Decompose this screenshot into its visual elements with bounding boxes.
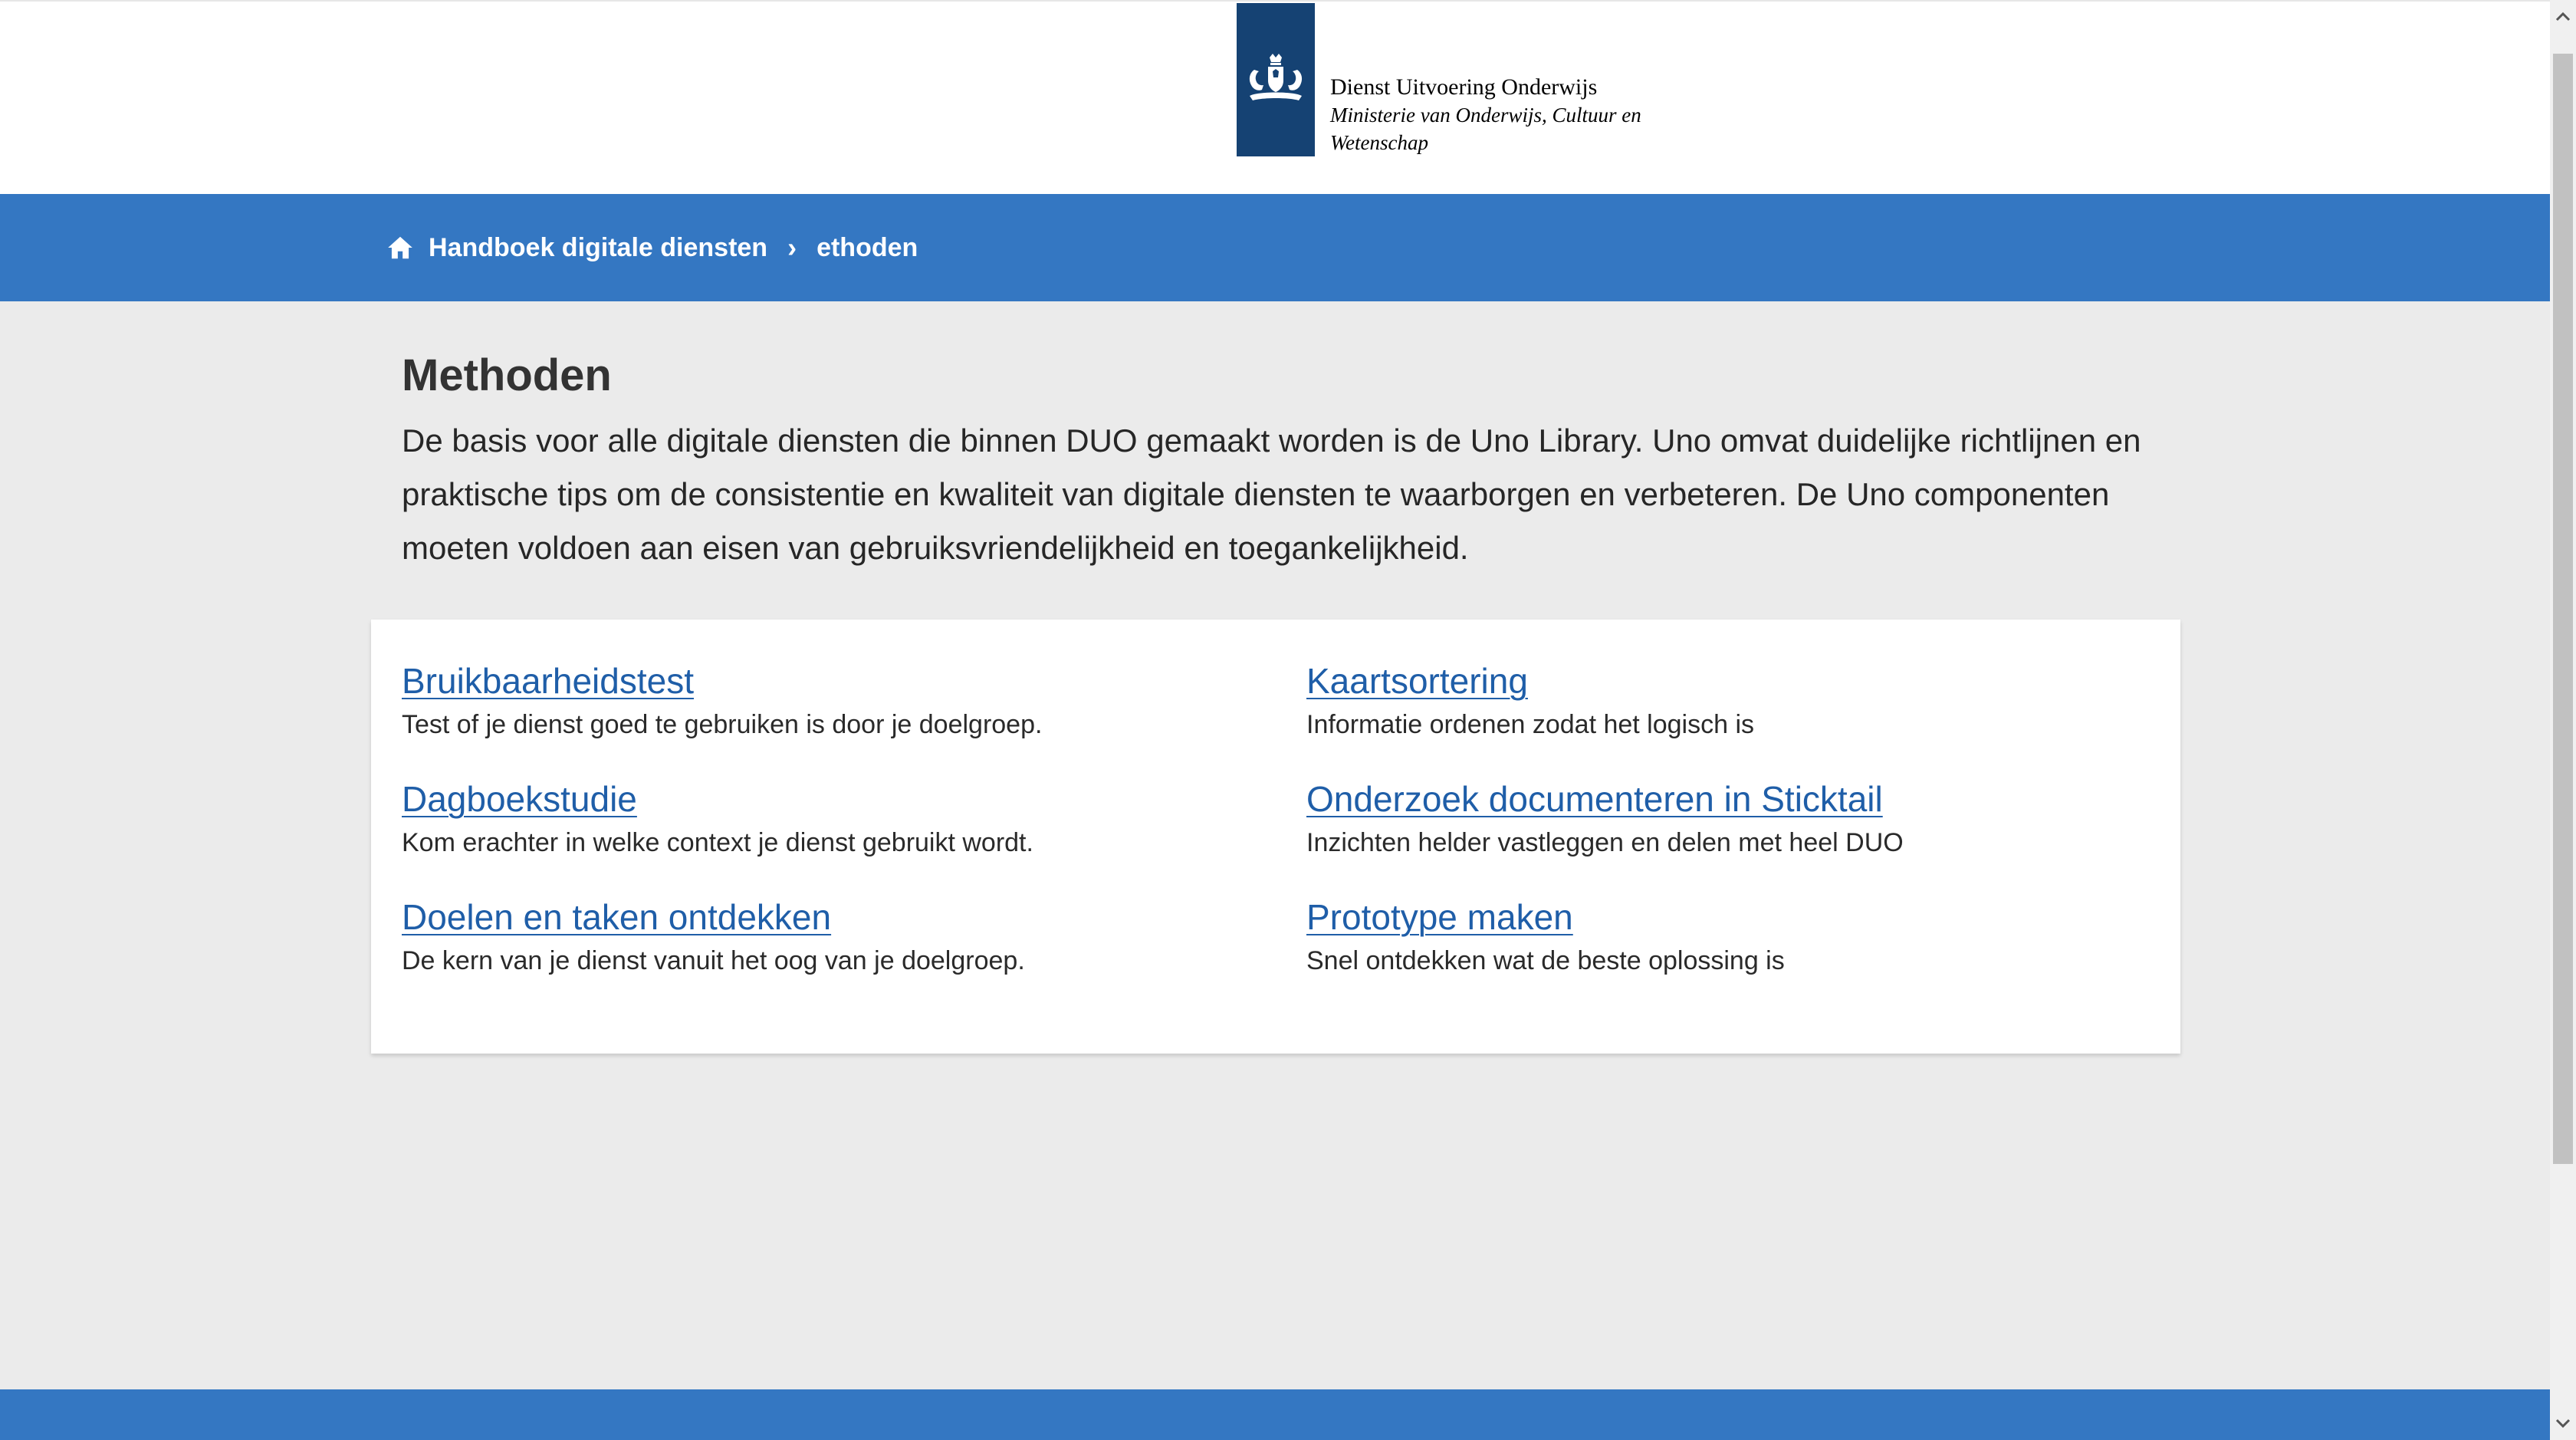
footer-bar [0, 1389, 2550, 1440]
breadcrumb-current: ethoden [816, 232, 918, 262]
breadcrumb-bar [0, 194, 2550, 301]
method-description: Informatie ordenen zodat het logisch is [1306, 710, 1755, 739]
method-item [1306, 658, 2150, 776]
methods-list [402, 658, 2150, 1012]
page-title: Methoden [402, 350, 612, 400]
chevron-up-icon [2555, 11, 2571, 21]
scrollbar-thumb[interactable] [2553, 54, 2573, 1164]
chevron-down-icon [2555, 1419, 2571, 1429]
method-item [402, 894, 1306, 1012]
site-header [0, 0, 2550, 194]
logo-text [1330, 74, 1641, 156]
method-link-onderzoek-documenteren[interactable]: Onderzoek documenteren in Sticktail [1306, 779, 1883, 819]
method-link-dagboekstudie[interactable]: Dagboekstudie [402, 779, 637, 819]
method-description: De kern van je dienst vanuit het oog van je doelgroep. [402, 946, 1025, 975]
scroll-up-button[interactable] [2550, 3, 2576, 29]
logo[interactable] [1237, 3, 1641, 156]
method-link-doelen-en-taken[interactable]: Doelen en taken ontdekken [402, 897, 832, 937]
breadcrumb-separator: › [787, 232, 797, 263]
breadcrumb [386, 194, 918, 301]
coat-of-arms-icon [1244, 53, 1308, 107]
intro [402, 345, 2180, 575]
method-item [402, 776, 1306, 894]
method-item [1306, 894, 2150, 1012]
method-description: Test of je dienst goed te gebruiken is door je doelgroep. [402, 710, 1043, 739]
logo-bar [1237, 3, 1315, 156]
method-description: Kom erachter in welke context je dienst gebruikt wordt. [402, 828, 1033, 857]
breadcrumb-home-link[interactable]: Handboek digitale diensten [429, 232, 768, 262]
scroll-down-button[interactable] [2550, 1411, 2576, 1437]
methods-card [371, 620, 2180, 1054]
org-name: Dienst Uitvoering Onderwijs [1330, 74, 1598, 100]
ministry-name-line1: Ministerie van Onderwijs, Cultuur en [1330, 104, 1641, 127]
method-item [402, 658, 1306, 776]
home-icon[interactable] [386, 233, 415, 262]
method-item [1306, 776, 2150, 894]
method-description: Snel ontdekken wat de beste oplossing is [1306, 946, 1785, 975]
method-description: Inzichten helder vastleggen en delen met heel DUO [1306, 828, 1904, 857]
intro-text: De basis voor alle digitale diensten die binnen DUO gemaakt worden is de Uno Library. Uno omvat duidelijke richtlijnen en praktische tips om de consistentie en kwaliteit van digitale diensten te waarborgen en verbeteren. De Uno componenten moeten voldoen aan eisen van gebruiksvriendelijkheid en toegankelijkheid. [402, 422, 2141, 566]
ministry-name-line2: Wetenschap [1330, 131, 1428, 154]
method-link-prototype-maken[interactable]: Prototype maken [1306, 897, 1573, 937]
vertical-scrollbar[interactable] [2550, 0, 2576, 1440]
method-link-bruikbaarheidstest[interactable]: Bruikbaarheidstest [402, 661, 694, 701]
method-link-kaartsortering[interactable]: Kaartsortering [1306, 661, 1528, 701]
